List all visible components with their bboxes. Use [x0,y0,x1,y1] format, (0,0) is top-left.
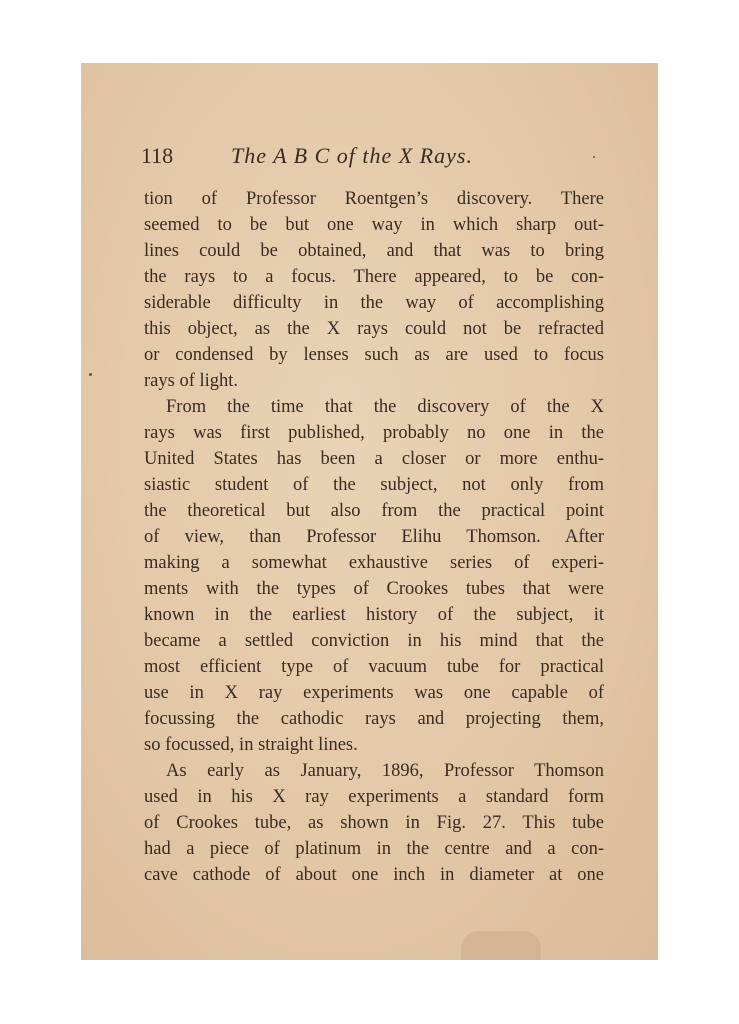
text-line: had a piece of platinum in the centre and a con- [144,839,604,859]
text-line: siderable difficulty in the way of accomplishing [144,293,604,313]
text-line: the rays to a focus. There appeared, to be con- [144,267,604,287]
text-line: or condensed by lenses such as are used to focus [144,345,604,365]
text-line: became a settled conviction in his mind that the [144,631,604,651]
text-line: tion of Professor Roentgen’s discovery. There [144,189,604,209]
text-line: use in X ray experiments was one capable of [144,683,604,703]
text-line: this object, as the X rays could not be refracted [144,319,604,339]
text-line: most efficient type of vacuum tube for practical [144,657,604,677]
text-line: siastic student of the subject, not only from [144,475,604,495]
book-page [81,63,658,960]
text-line: known in the earliest history of the subject, it [144,605,604,625]
page-number: 118 [141,143,174,168]
text-line: so focussed, in straight lines. [144,735,358,755]
text-line: focussing the cathodic rays and projecting them, [144,709,604,729]
text-line: United States has been a closer or more enthu- [144,449,604,469]
text-line: lines could be obtained, and that was to bring [144,241,604,261]
paper-speck [89,373,92,376]
text-line: of Crookes tube, as shown in Fig. 27. This tube [144,813,604,833]
text-line: making a somewhat exhaustive series of experi- [144,553,604,573]
text-line: rays was first published, probably no one in the [144,423,604,443]
text-line: seemed to be but one way in which sharp out- [144,215,604,235]
scan-thumb-shadow [461,931,541,960]
text-line: ments with the types of Crookes tubes that were [144,579,604,599]
running-head [141,143,611,173]
text-line: From the time that the discovery of the X [166,397,604,417]
paper-speck [593,156,595,158]
running-title: The A B C of the X Rays. [231,143,473,168]
text-line: cave cathode of about one inch in diameter at one [144,865,604,885]
text-line: the theoretical but also from the practical point [144,501,604,521]
text-line: rays of light. [144,371,239,391]
text-line: As early as January, 1896, Professor Thomson [166,761,604,781]
text-line: of view, than Professor Elihu Thomson. After [144,527,604,547]
text-line: used in his X ray experiments a standard form [144,787,604,807]
body-text [144,186,604,888]
